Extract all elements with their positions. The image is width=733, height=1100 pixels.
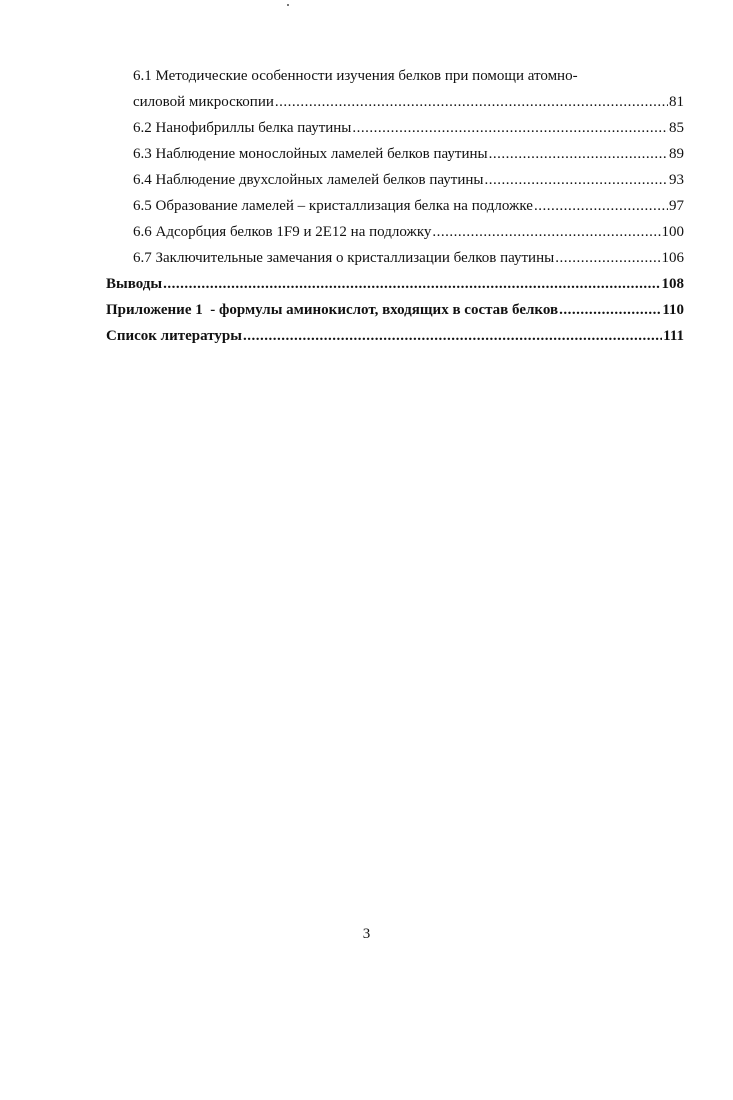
toc-entry-page: 110 xyxy=(662,302,684,318)
toc-entry-6-3[interactable] xyxy=(106,138,684,164)
dot-leader xyxy=(163,275,660,294)
page-number: 3 xyxy=(362,926,371,942)
toc-entry-title: 6.2 Нанофибриллы белка паутины xyxy=(133,120,352,136)
toc-entry-page: 97 xyxy=(669,198,684,214)
dot-leader xyxy=(352,119,668,138)
toc-entry-page: 111 xyxy=(663,328,684,344)
toc-entry-6-1-line1: 6.1 Методические особенности изучения белков при помощи атомно- xyxy=(133,68,578,84)
toc-entry-6-6[interactable] xyxy=(106,216,684,242)
toc-entry-title: Список литературы xyxy=(106,328,242,344)
toc-entry-conclusions[interactable] xyxy=(106,268,684,294)
toc-entry-page: 89 xyxy=(669,146,684,162)
toc-entry-page: 85 xyxy=(669,120,684,136)
dot-leader xyxy=(534,197,668,216)
toc-entry-page: 93 xyxy=(669,172,684,188)
dot-leader xyxy=(489,145,668,164)
dot-leader xyxy=(275,93,668,112)
dot-leader xyxy=(559,301,661,320)
toc-entry-6-2[interactable] xyxy=(106,112,684,138)
toc-entry-title: 6.6 Адсорбция белков 1F9 и 2E12 на подложку xyxy=(133,224,432,240)
toc-entry-title: 6.7 Заключительные замечания о кристаллизации белков паутины xyxy=(133,250,555,266)
scan-speck xyxy=(287,4,289,6)
toc-entry-appendix-1[interactable] xyxy=(106,294,684,320)
dot-leader xyxy=(243,327,662,346)
toc-entry-title: 6.4 Наблюдение двухслойных ламелей белков паутины xyxy=(133,172,484,188)
toc-entry-references[interactable] xyxy=(106,320,684,346)
table-of-contents xyxy=(106,60,684,346)
toc-entry-title: силовой микроскопии xyxy=(133,94,274,110)
toc-entry-page: 100 xyxy=(661,224,684,240)
toc-entry-title: 6.3 Наблюдение монослойных ламелей белков паутины xyxy=(133,146,488,162)
toc-entry-6-7[interactable] xyxy=(106,242,684,268)
toc-entry-title: 6.5 Образование ламелей – кристаллизация белка на подложке xyxy=(133,198,533,214)
toc-entry-title: Выводы xyxy=(106,276,163,292)
toc-entry-page: 106 xyxy=(661,250,684,266)
dot-leader xyxy=(432,223,660,242)
toc-entry-page: 81 xyxy=(669,94,684,110)
dot-leader xyxy=(555,249,660,268)
toc-entry-page: 108 xyxy=(661,276,684,292)
toc-entry-6-1[interactable] xyxy=(106,86,684,112)
toc-entry-title: Приложение 1 - формулы аминокислот, входящих в состав белков xyxy=(106,302,559,318)
toc-entry-6-5[interactable] xyxy=(106,190,684,216)
toc-entry-6-4[interactable] xyxy=(106,164,684,190)
dot-leader xyxy=(485,171,669,190)
